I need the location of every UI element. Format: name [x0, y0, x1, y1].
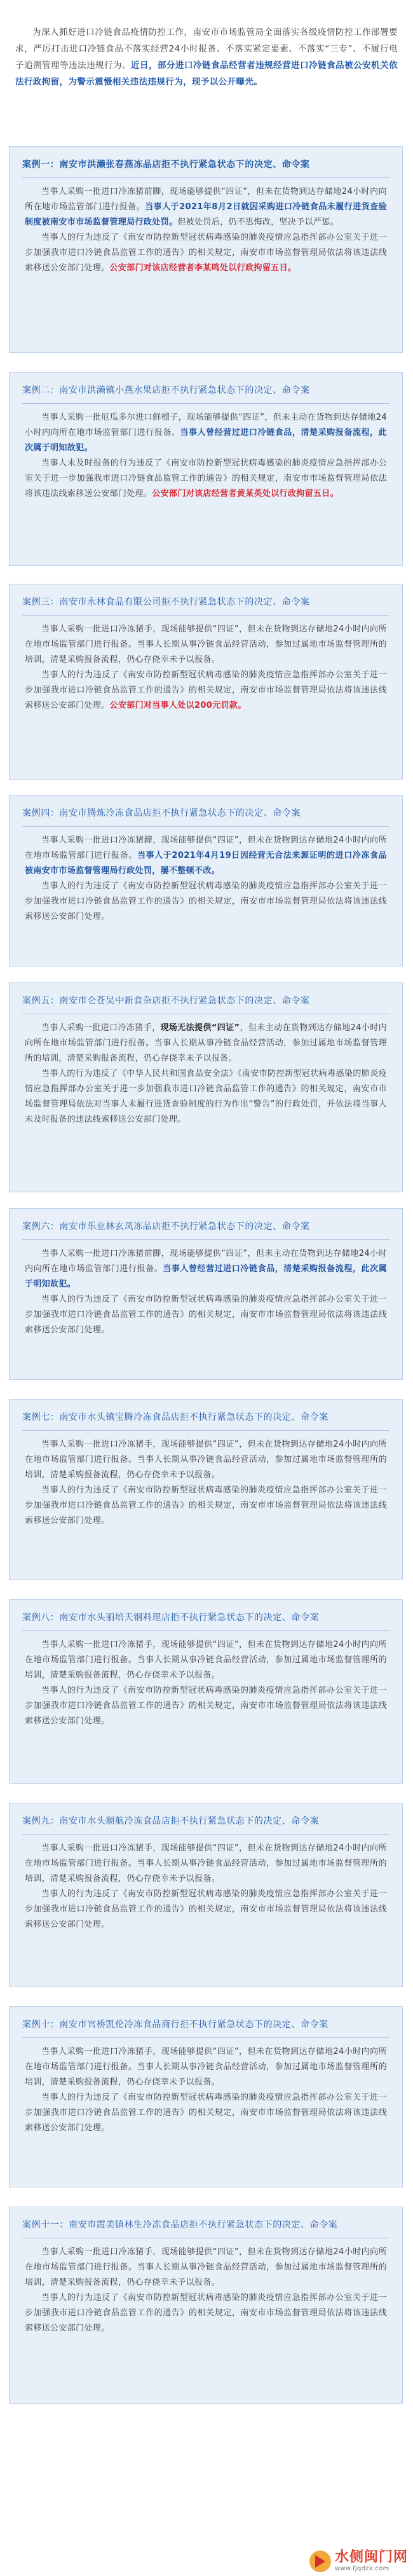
- case-paragraph: [25, 879, 387, 925]
- case-title: 案例四：南安市腾炼冷冻食品店拒不执行紧急状态下的决定、命令案: [22, 806, 389, 827]
- case-text: 当事人采购一批进口冷冻猪手，现场能够提供“四证”，但未在货物到达存储地24小时内向所在地市场监管部门进行报备。当事人长期从事冷链食品经营活动，参加过属地市场监督管理所的培训，清楚采购报备流程，仍心存侥幸未予以报备。: [25, 624, 387, 665]
- case-card-2: [9, 372, 403, 566]
- case-title: 案例三：南安市永林食品有限公司拒不执行紧急状态下的决定、命令案: [22, 595, 389, 616]
- case-paragraph: [25, 410, 387, 456]
- case-paragraph: [25, 1887, 387, 1932]
- case-paragraph: [25, 184, 387, 230]
- case-paragraph: [25, 2290, 387, 2336]
- case-text: 当事人的行为违反了《南安市防控新型冠状病毒感染的肺炎疫情应急指挥部办公室关于进一步加强我市进口冷链食品监管工作的通告》的相关规定，南安市市场监督管理局依法将该违法线索移送公安部门处理。: [25, 1295, 387, 1335]
- case-paragraph: [25, 1066, 387, 1127]
- case-card-7: [9, 1399, 403, 1580]
- case-text: 当事人的行为违反了《中华人民共和国食品安全法》《南安市防控新型冠状病毒感染的肺炎疫情应急指挥部办公室关于进一步加强我市进口冷链食品监管工作的通告》的相关规定，南安市市场监督管理局依法对当事人未履行进货查验制度的行为作出“警告”的行政处罚，并依法将当事人未及时报备的违法线索移送公安部门处理。: [25, 1069, 387, 1124]
- highlight-text: 公安部门对该店经营者黄某英处以行政拘留五日。: [152, 489, 339, 499]
- case-body: [25, 2245, 387, 2336]
- case-text: 当事人的行为违反了《南安市防控新型冠状病毒感染的肺炎疫情应急指挥部办公室关于进一步加强我市进口冷链食品监管工作的通告》的相关规定，南安市市场监督管理局依法将该违法线索移送公安部门处理。: [25, 1485, 387, 1526]
- watermark-url: www.fjqdzx.com: [334, 2565, 389, 2572]
- case-paragraph: [25, 2090, 387, 2136]
- case-title: 案例一：南安市洪濑张春燕冻品店拒不执行紧急状态下的决定、命令案: [22, 157, 389, 178]
- case-paragraph: [25, 622, 387, 668]
- case-text: 当事人的行为违反了《南安市防控新型冠状病毒感染的肺炎疫情应急指挥部办公室关于进一步加强我市进口冷链食品监管工作的通告》的相关规定，南安市市场监督管理局依法将该违法线索移送公安部门处理。: [25, 1686, 387, 1726]
- intro-text: 为深入抓好进口冷链食品疫情防控工作，南安市市场监管局全面落实各级疫情防控工作部署要求，严厉打击进口冷链食品不落实经营24小时报备、不落实紧定要素、不落实“三专”、不履行电子追溯管理等违法违规行为。: [15, 27, 398, 71]
- case-paragraph: [25, 1437, 387, 1483]
- case-paragraph: [25, 833, 387, 879]
- highlight-text: 公安部门对当事人处以200元罚款。: [109, 701, 247, 710]
- case-paragraph: [25, 2245, 387, 2290]
- case-text: 当事人采购一批进口冷冻猪手，: [41, 1023, 161, 1033]
- case-title: 案例二：南安市洪濑镇小燕水果店拒不执行紧急状态下的决定、命令案: [22, 383, 389, 404]
- intro-paragraph: [15, 0, 398, 90]
- highlight-text: 当事人于2021年4月19日因经营无合法来源证明的进口冷冻食品被南安市市场监督管理局行政处罚，屡不整顿不改。: [25, 851, 387, 876]
- case-text: 当事人采购一批进口冷冻猪手，现场能够提供“四证”，但未在货物到达存储地24小时内向所在地市场监管部门进行报备。当事人长期从事冷链食品经营活动，参加过属地市场监督管理所的培训，清楚采购报备流程，仍心存侥幸未予以报备。: [25, 1843, 387, 1884]
- case-paragraph: [25, 1637, 387, 1683]
- case-text: 当事人采购一批进口冷冻猪蹄，现场能够提供“四证”，但未在货物到达存储地24小时内向所在地市场监管部门进行报备。: [25, 836, 387, 860]
- case-text: 当事人采购一批进口冷冻猪手，现场能够提供“四证”，但未在货物到达存储地24小时内向所在地市场监管部门进行报备。当事人长期从事冷链食品经营活动，参加过属地市场监督管理所的培训，清楚采购报备流程，仍心存侥幸未予以报备。: [25, 1640, 387, 1680]
- case-body: [25, 1021, 387, 1127]
- case-text: 但被处罚后，仍不思悔改，坚决予以严惩。: [177, 217, 339, 227]
- case-body: [25, 1841, 387, 1932]
- highlight-text: 当事人曾经营过进口冷链食品，清楚采购报备流程，此次属于明知故犯。: [25, 428, 387, 453]
- case-paragraph: [25, 1483, 387, 1529]
- case-text: 当事人采购一批进口冷冻猪手，现场能够提供“四证”，但未在货物到达存储地24小时内向所在地市场监管部门进行报备。当事人长期从事冷链食品经营活动，参加过属地市场监督管理所的培训，清楚采购报备流程，仍心存侥幸未予以报备。: [25, 2047, 387, 2087]
- case-text: 当事人的行为违反了《南安市防控新型冠状病毒感染的肺炎疫情应急指挥部办公室关于进一步加强我市进口冷链食品监管工作的通告》的相关规定，南安市市场监督管理局依法将该违法线索移送公安部门处理。: [25, 233, 387, 273]
- case-card-3: [9, 584, 403, 780]
- case-card-10: [9, 2006, 403, 2187]
- intro-emphasis: 近日，部分进口冷链食品经营者违规经营进口冷链食品被公安机关依法行政拘留，为警示震慑相关违法违规行为，现予以公开曝光。: [15, 60, 398, 87]
- watermark-main: 水侧闽门网: [334, 2549, 408, 2565]
- case-card-11: [9, 2207, 403, 2404]
- case-text: 当事人采购一批进口冷冻猪前脚，现场能够提供“四证”，但未在货物到达存储地24小时内向所在地市场监管部门进行报备。: [25, 187, 387, 212]
- watermark-text: [335, 2550, 408, 2572]
- case-text: 当事人采购一批进口冷冻猪手，现场能够提供“四证”，但未在货物到达存储地24小时内向所在地市场监管部门进行报备。当事人长期从事冷链食品经营活动，参加过属地市场监督管理所的培训，清楚采购报备流程，仍心存侥幸未予以报备。: [25, 1440, 387, 1480]
- case-body: [25, 410, 387, 502]
- highlight-text: 当事人曾经营过进口冷链食品，清楚采购报备流程，此次属于明知故犯。: [25, 1264, 387, 1289]
- site-logo-icon: [309, 2551, 331, 2572]
- case-paragraph: [25, 230, 387, 276]
- case-card-8: [9, 1599, 403, 1784]
- case-paragraph: [25, 456, 387, 502]
- case-title: 案例五：南安市仑苍吴中新食杂店拒不执行紧急状态下的决定、命令案: [22, 993, 389, 1014]
- case-body: [25, 184, 387, 276]
- case-text: 当事人的行为违反了《南安市防控新型冠状病毒感染的肺炎疫情应急指挥部办公室关于进一步加强我市进口冷链食品监管工作的通告》的相关规定，南安市市场监督管理局依法将该违法线索移送公安部门处理。: [25, 2093, 387, 2133]
- case-card-4: [9, 795, 403, 967]
- case-paragraph: [25, 1021, 387, 1066]
- case-body: [25, 1637, 387, 1729]
- case-text: 当事人采购一批进口冷冻猪前脚，现场能够提供“四证”，但未主动在货物到达存储地24小时内向所在地市场监管部门进行报备。: [25, 1249, 387, 1274]
- highlight-text: 现场无法提供“四证”: [160, 1023, 240, 1033]
- case-card-5: [9, 982, 403, 1192]
- case-card-6: [9, 1208, 403, 1380]
- case-title: 案例六：南安市乐业林玄凤冻品店拒不执行紧急状态下的决定、命令案: [22, 1219, 389, 1240]
- case-text: 当事人的行为违反了《南安市防控新型冠状病毒感染的肺炎疫情应急指挥部办公室关于进一步加强我市进口冷链食品监管工作的通告》的相关规定，南安市市场监督管理局依法将该违法线索移送公安部门处理。: [25, 881, 387, 921]
- case-body: [25, 1246, 387, 1338]
- case-text: 当事人的行为违反了《南安市防控新型冠状病毒感染的肺炎疫情应急指挥部办公室关于进一步加强我市进口冷链食品监管工作的通告》的相关规定，南安市市场监督管理局依法将该违法线索移送公安部门处理。: [25, 2293, 387, 2333]
- case-title: 案例七：南安市水头镇宝腾冷冻食品店拒不执行紧急状态下的决定、命令案: [22, 1410, 389, 1431]
- case-paragraph: [25, 2044, 387, 2090]
- case-text: 当事人采购一批厄瓜多尔进口鲜榴子，现场能够提供“四证”，但未主动在货物到达存储地24小时内向所在地市场监管部门进行报备。: [25, 413, 387, 437]
- case-paragraph: [25, 1292, 387, 1338]
- case-title: 案例八：南安市水头丽培天钢料理店拒不执行紧急状态下的决定、命令案: [22, 1610, 389, 1631]
- case-paragraph: [25, 668, 387, 713]
- case-text: 当事人未及时报备的行为违反了《南安市防控新型冠状病毒感染的肺炎疫情应急指挥部办公室关于进一步加强我市进口冷链食品监管工作的通告》的相关规定，南安市市场监督管理局依法将该违法线索移送公安部门处理。: [25, 458, 387, 499]
- case-paragraph: [25, 1841, 387, 1887]
- case-body: [25, 1437, 387, 1529]
- case-text: 当事人的行为违反了《南安市防控新型冠状病毒感染的肺炎疫情应急指挥部办公室关于进一步加强我市进口冷链食品监管工作的通告》的相关规定，南安市市场监督管理局依法将该违法线索移送公安部门处理。: [25, 670, 387, 710]
- case-paragraph: [25, 1246, 387, 1292]
- case-card-1: [9, 146, 403, 353]
- case-text: 当事人的行为违反了《南安市防控新型冠状病毒感染的肺炎疫情应急指挥部办公室关于进一步加强我市进口冷链食品监管工作的通告》的相关规定，南安市市场监督管理局依法将该违法线索移送公安部门处理。: [25, 1889, 387, 1929]
- case-body: [25, 622, 387, 713]
- case-body: [25, 2044, 387, 2136]
- case-title: 案例九：南安市水头顺航冷冻食品店拒不执行紧急状态下的决定、命令案: [22, 1814, 389, 1835]
- case-body: [25, 833, 387, 925]
- case-paragraph: [25, 1683, 387, 1729]
- highlight-text: 当事人于2021年8月2日就因采购进口冷链食品未履行进货查验制度被南安市市场监督管理局行政处罚。: [25, 202, 387, 227]
- case-title: 案例十一：南安市霞美镇林生冷冻食品店拒不执行紧急状态下的决定、命令案: [22, 2217, 389, 2238]
- case-title: 案例十：南安市官桥凯伦冷冻食品商行拒不执行紧急状态下的决定、命令案: [22, 2017, 389, 2038]
- case-text: 当事人采购一批进口冷冻猪手，现场能够提供“四证”，但未在货物到达存储地24小时内向所在地市场监管部门进行报备。当事人长期从事冷链食品经营活动，参加过属地市场监督管理所的培训，清楚采购报备流程，仍心存侥幸未予以报备。: [25, 2247, 387, 2287]
- case-card-9: [9, 1803, 403, 1987]
- site-watermark: [309, 2550, 408, 2572]
- highlight-text: 公安部门对该店经营者李某鸣处以行政拘留五日。: [109, 263, 297, 273]
- case-text: ，但未主动在货物到达存储地24小时内向所在地市场监管部门进行报备。当事人长期从事冷链食品经营活动，参加过属地市场监督管理所的培训，清楚采购报备流程，仍心存侥幸未予以报备。: [25, 1023, 387, 1063]
